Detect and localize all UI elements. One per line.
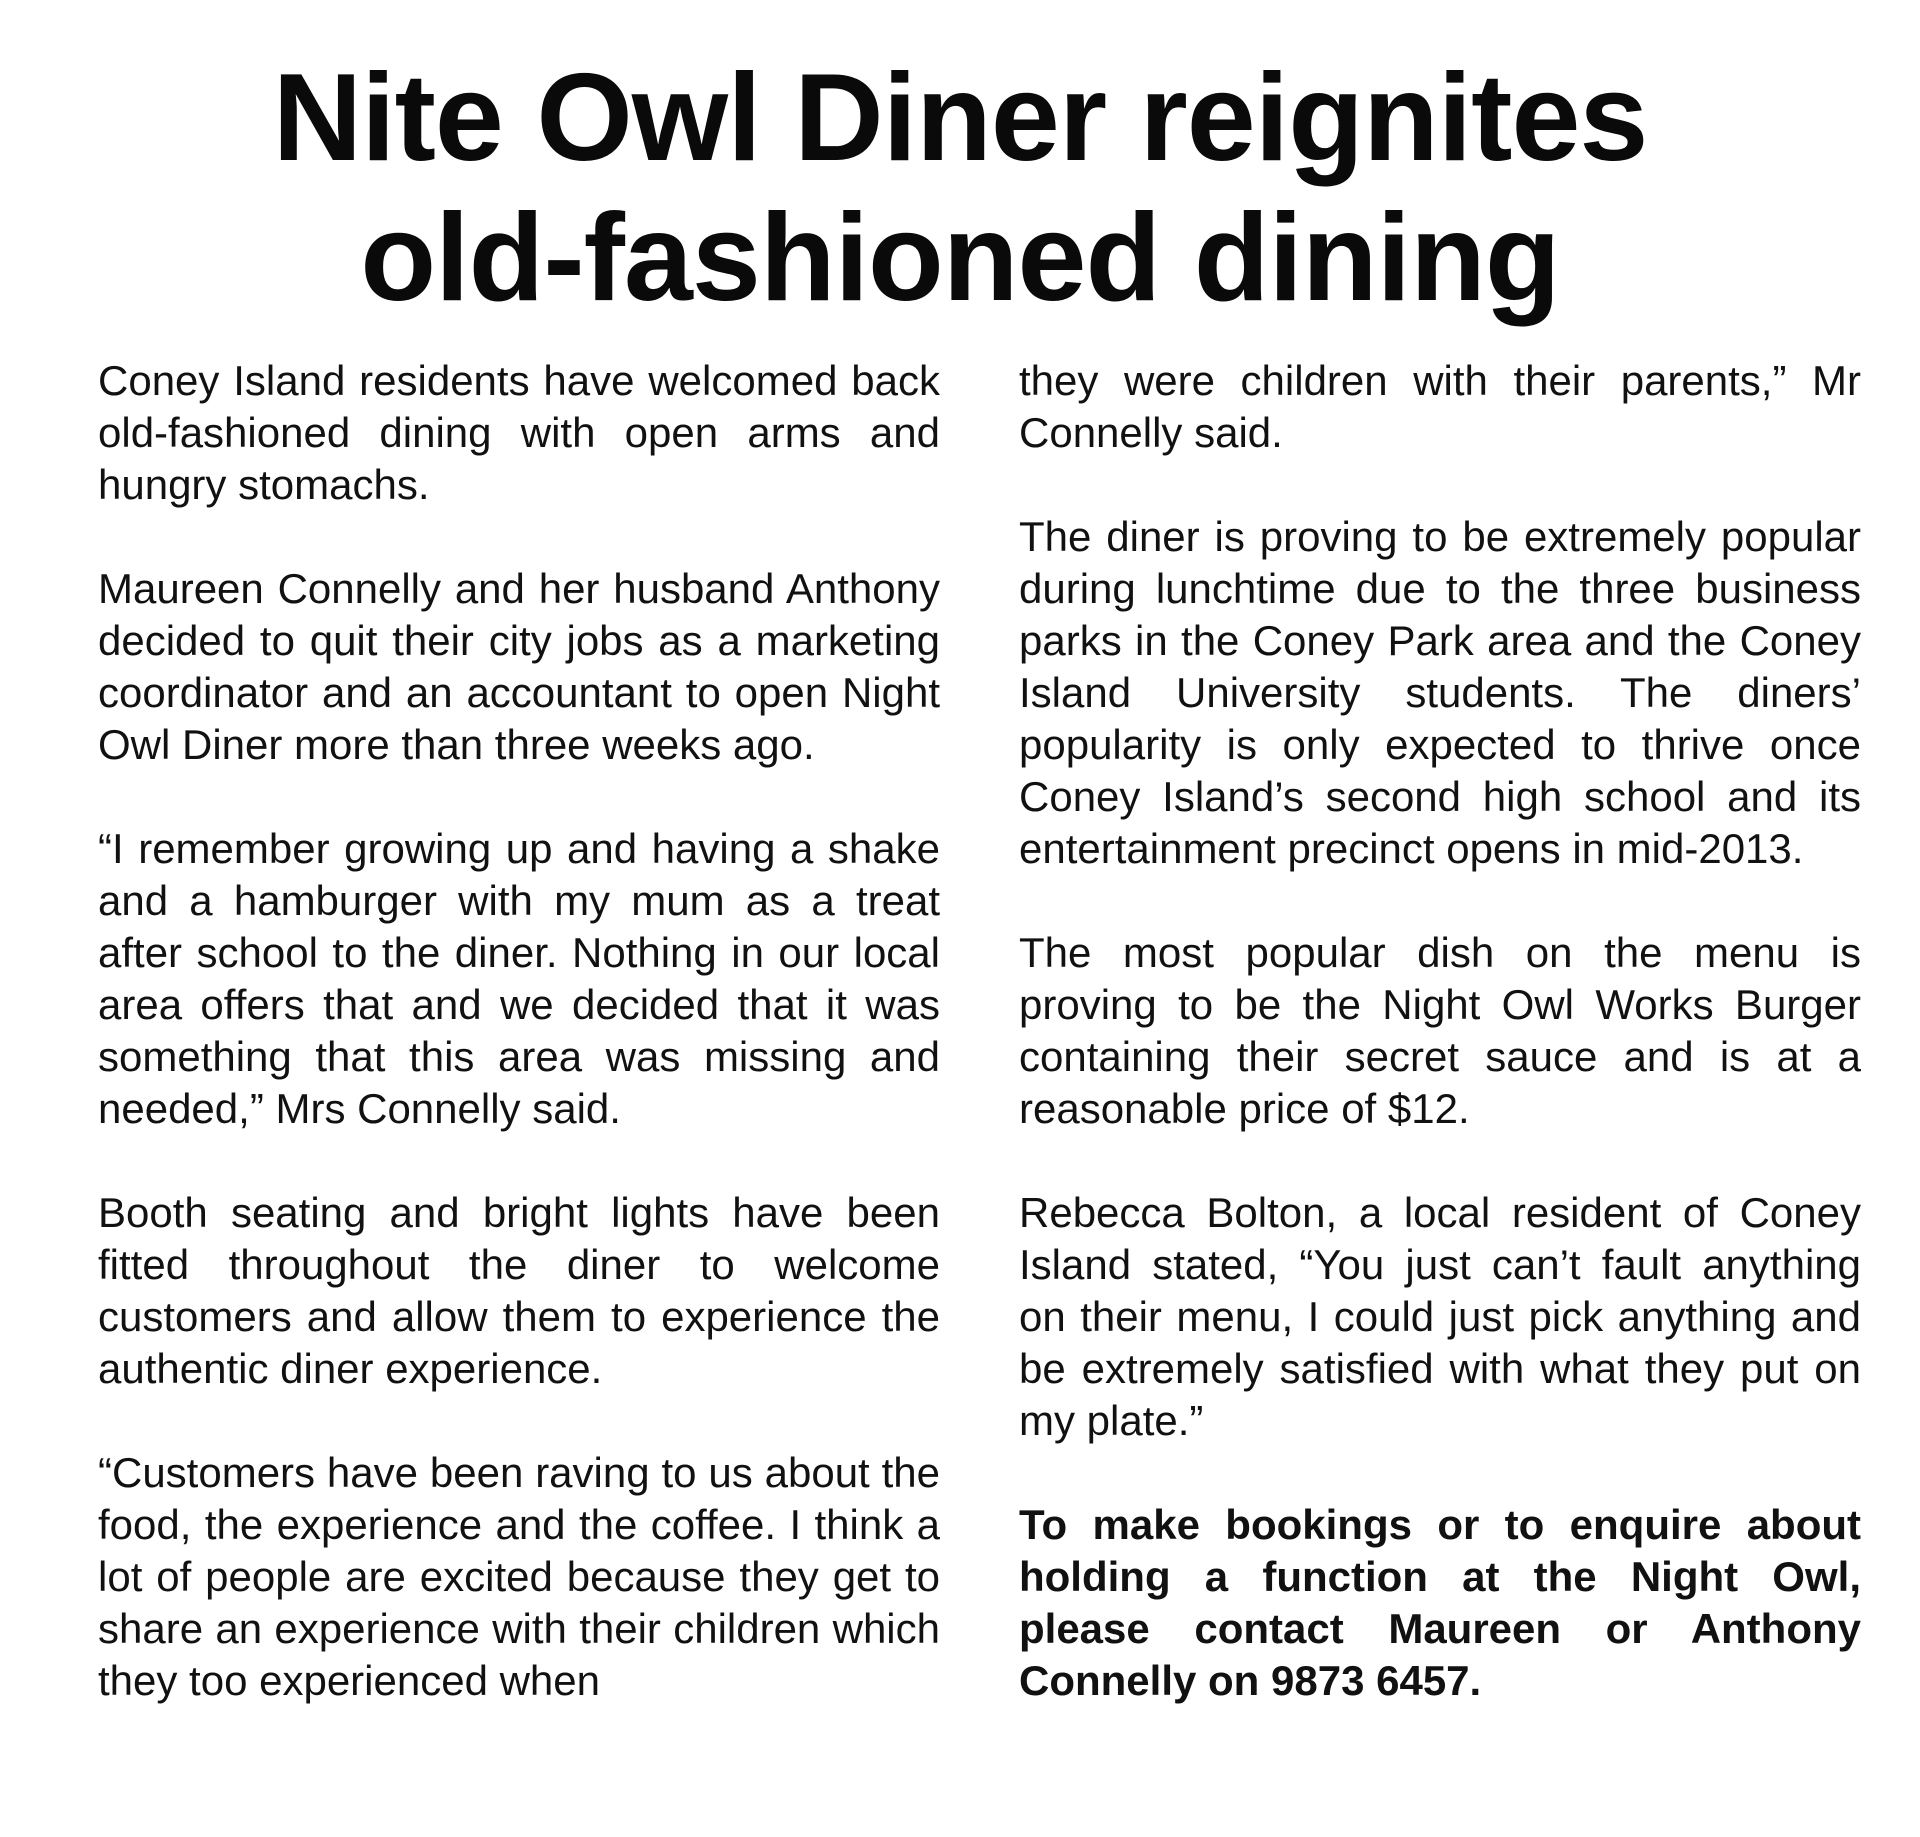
paragraph-lunchtime-popularity: The diner is proving to be extremely popular during lunchtime due to the three business parks in the Coney Park area and the Coney Island University students. The diners’ popularity is only expected to thrive once Coney Island’s second high school and its entertainment precinct opens in mid-2013. [1019, 513, 1861, 872]
article-headline [100, 48, 1820, 328]
paragraph-owners: Maureen Connelly and her husband Anthony decided to quit their city jobs as a marketing coordinator and an accountant to open Night Owl Diner more than three weeks ago. [98, 565, 940, 768]
paragraph-booth-seating: Booth seating and bright lights have been fitted throughout the diner to welcome customers and allow them to experience the authentic diner experience. [98, 1189, 940, 1392]
paragraph-rebecca-bolton-quote: Rebecca Bolton, a local resident of Coney Island stated, “You just can’t fault anything on their menu, I could just pick anything and be extremely satisfied with what they put on my plate.” [1019, 1189, 1861, 1444]
right-column [1019, 355, 1861, 1707]
left-column [98, 355, 940, 1707]
headline-line-1: Nite Owl Diner reignites [272, 49, 1648, 187]
headline-line-2: old-fashioned dining [360, 189, 1560, 327]
paragraph-mrs-connelly-quote: “I remember growing up and having a shake and a hamburger with my mum as a treat after school to the diner. Nothing in our local area offers that and we decided that it was something that this area was missing and needed,” Mrs Connelly said. [98, 825, 940, 1132]
paragraph-customers-quote: “Customers have been raving to us about the food, the experience and the coffee. I think a lot of people are excited because they get to share an experience with their children which they too experienced when [98, 1449, 940, 1704]
paragraph-quote-continued: they were children with their parents,” Mr Connelly said. [1019, 357, 1861, 456]
paragraph-popular-dish: The most popular dish on the menu is proving to be the Night Owl Works Burger containing their secret sauce and is at a reasonable price of $12. [1019, 929, 1861, 1132]
paragraph-intro: Coney Island residents have welcomed back old-fashioned dining with open arms and hungry stomachs. [98, 357, 940, 508]
paragraph-booking-contact: To make bookings or to enquire about holding a function at the Night Owl, please contact Maureen or Anthony Connelly on 9873 6457. [1019, 1501, 1861, 1704]
